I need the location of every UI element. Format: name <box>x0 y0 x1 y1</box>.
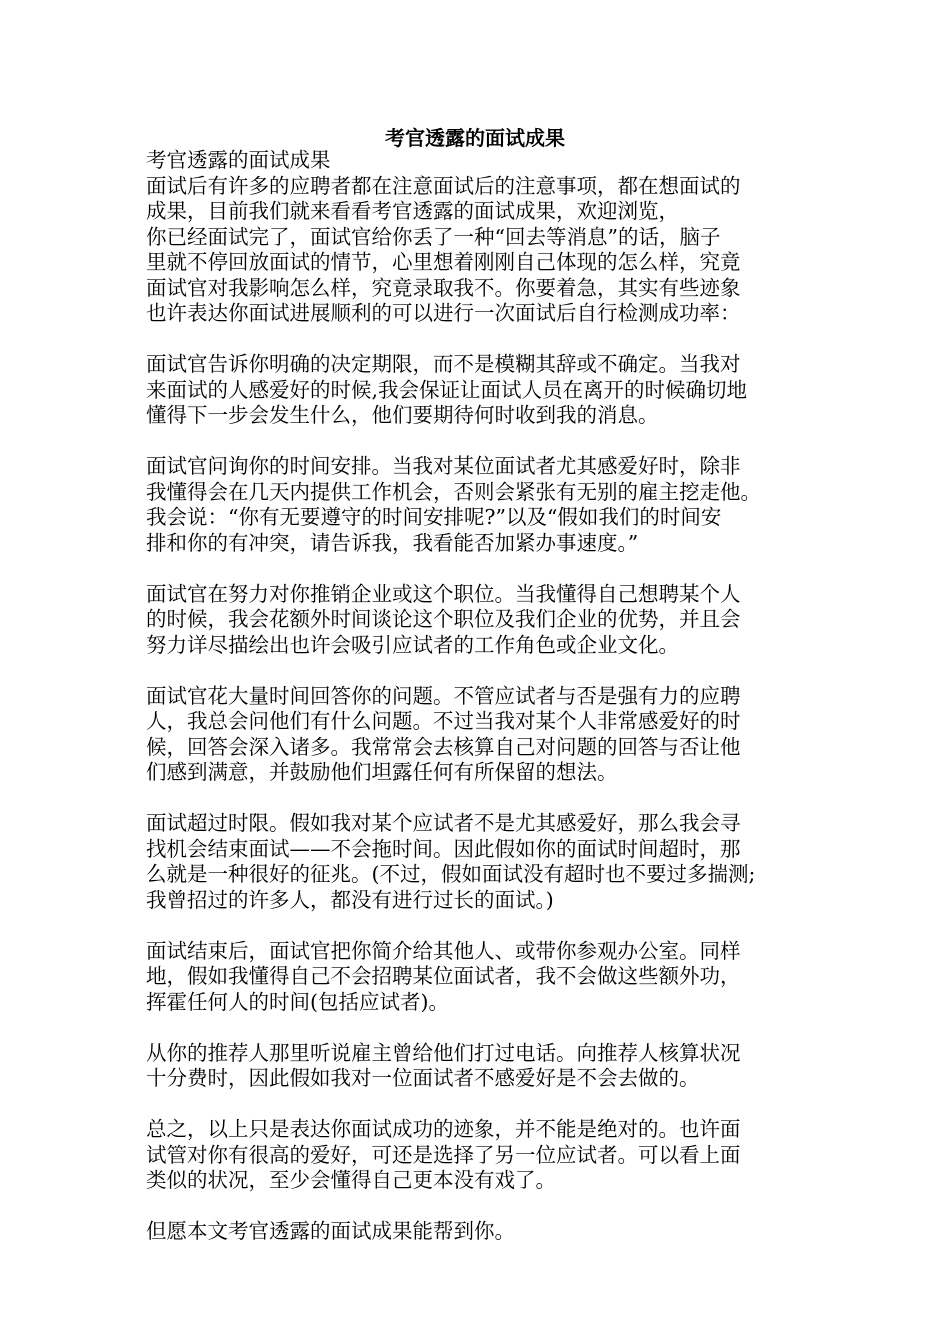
text-line: 面试结束后，面试官把你简介给其他人、或带你参观办公室。同样 <box>146 938 741 963</box>
text-line: 面试官问询你的时间安排。当我对某位面试者尤其感爱好时，除非 <box>146 454 741 478</box>
paragraph-gap <box>146 429 818 455</box>
text-line: 试管对你有很高的爱好，可还是选择了另一位应试者。可以看上面 <box>146 1142 741 1167</box>
text-line: 们感到满意，并鼓励他们坦露任何有所保留的想法。 <box>146 760 618 784</box>
text-line: 面试后有许多的应聘者都在注意面试后的注意事项，都在想面试的 <box>146 173 741 198</box>
text-line: 类似的状况，至少会懂得自己更本没有戏了。 <box>146 1168 556 1192</box>
text-line: 努力详尽描绘出也许会吸引应试者的工作角色或企业文化。 <box>146 632 679 657</box>
text-line: 考官透露的面试成果 <box>146 148 331 172</box>
paragraph-gap <box>146 1092 818 1118</box>
text-line: 我曾招过的许多人，都没有进行过长的面试。) <box>146 887 554 912</box>
paragraph-gap <box>146 658 818 684</box>
text-line: 么就是一种很好的征兆。(不过，假如面试没有超时也不要过多揣测; <box>146 862 756 886</box>
document-body <box>146 148 818 1245</box>
text-line: 面试官在努力对你推销企业或这个职位。当我懂得自己想聘某个人 <box>146 581 741 606</box>
text-line: 你已经面试完了，面试官给你丢了一种“回去等消息”的话，脑子 <box>146 224 721 249</box>
text-line: 排和你的有冲突，请告诉我，我看能否加紧办事速度。” <box>146 530 639 555</box>
text-line: 总之，以上只是表达你面试成功的迹象，并不能是绝对的。也许面 <box>146 1117 741 1141</box>
document-title: 考官透露的面试成果 <box>385 126 565 150</box>
text-line: 里就不停回放面试的情节，心里想着刚刚自己体现的怎么样，究竟 <box>146 250 741 274</box>
text-line: 面试超过时限。假如我对某个应试者不是尤其感爱好，那么我会寻 <box>146 811 741 835</box>
text-line: 面试官告诉你明确的决定期限，而不是模糊其辞或不确定。当我对 <box>146 352 741 376</box>
paragraph-gap <box>146 786 818 812</box>
text-line: 面试官对我影响怎么样，究竟录取我不。你要着急，其实有些迹象 <box>146 275 741 300</box>
text-line: 面试官花大量时间回答你的问题。不管应试者与否是强有力的应聘 <box>146 683 741 708</box>
paragraph-gap <box>146 1015 818 1041</box>
paragraph-gap <box>146 327 818 353</box>
text-line: 也许表达你面试进展顺利的可以进行一次面试后自行检测成功率： <box>146 301 741 325</box>
text-line: 候，回答会深入诸多。我常常会去核算自己对问题的回答与否让他 <box>146 734 741 759</box>
text-line: 人，我总会问他们有什么问题。不过当我对某个人非常感爱好的时 <box>146 709 741 733</box>
text-line: 来面试的人感爱好的时候,我会保证让面试人员在离开的时候确切地 <box>146 377 748 402</box>
text-line: 我懂得会在几天内提供工作机会，否则会紧张有无别的雇主挖走他。 <box>146 479 761 504</box>
text-line: 挥霍任何人的时间(包括应试者)。 <box>146 989 449 1014</box>
paragraph-gap <box>146 913 818 939</box>
text-line: 懂得下一步会发生什么，他们要期待何时收到我的消息。 <box>146 403 659 427</box>
text-line: 从你的推荐人那里听说雇主曾给他们打过电话。向推荐人核算状况 <box>146 1040 741 1065</box>
text-line: 十分费时，因此假如我对一位面试者不感爱好是不会去做的。 <box>146 1066 700 1090</box>
text-line: 找机会结束面试——不会拖时间。因此假如你的面试时间超时，那 <box>146 836 741 861</box>
paragraph-gap <box>146 1194 818 1220</box>
text-line: 成果，目前我们就来看看考官透露的面试成果，欢迎浏览， <box>146 199 679 223</box>
text-line: 我会说：“你有无要遵守的时间安排呢?”以及“假如我们的时间安 <box>146 505 722 529</box>
paragraph-gap <box>146 556 818 582</box>
text-line: 的时候，我会花额外时间谈论这个职位及我们企业的优势，并且会 <box>146 607 741 631</box>
text-line: 但愿本文考官透露的面试成果能帮到你。 <box>146 1219 515 1243</box>
text-line: 地，假如我懂得自己不会招聘某位面试者，我不会做这些额外功， <box>146 964 741 988</box>
